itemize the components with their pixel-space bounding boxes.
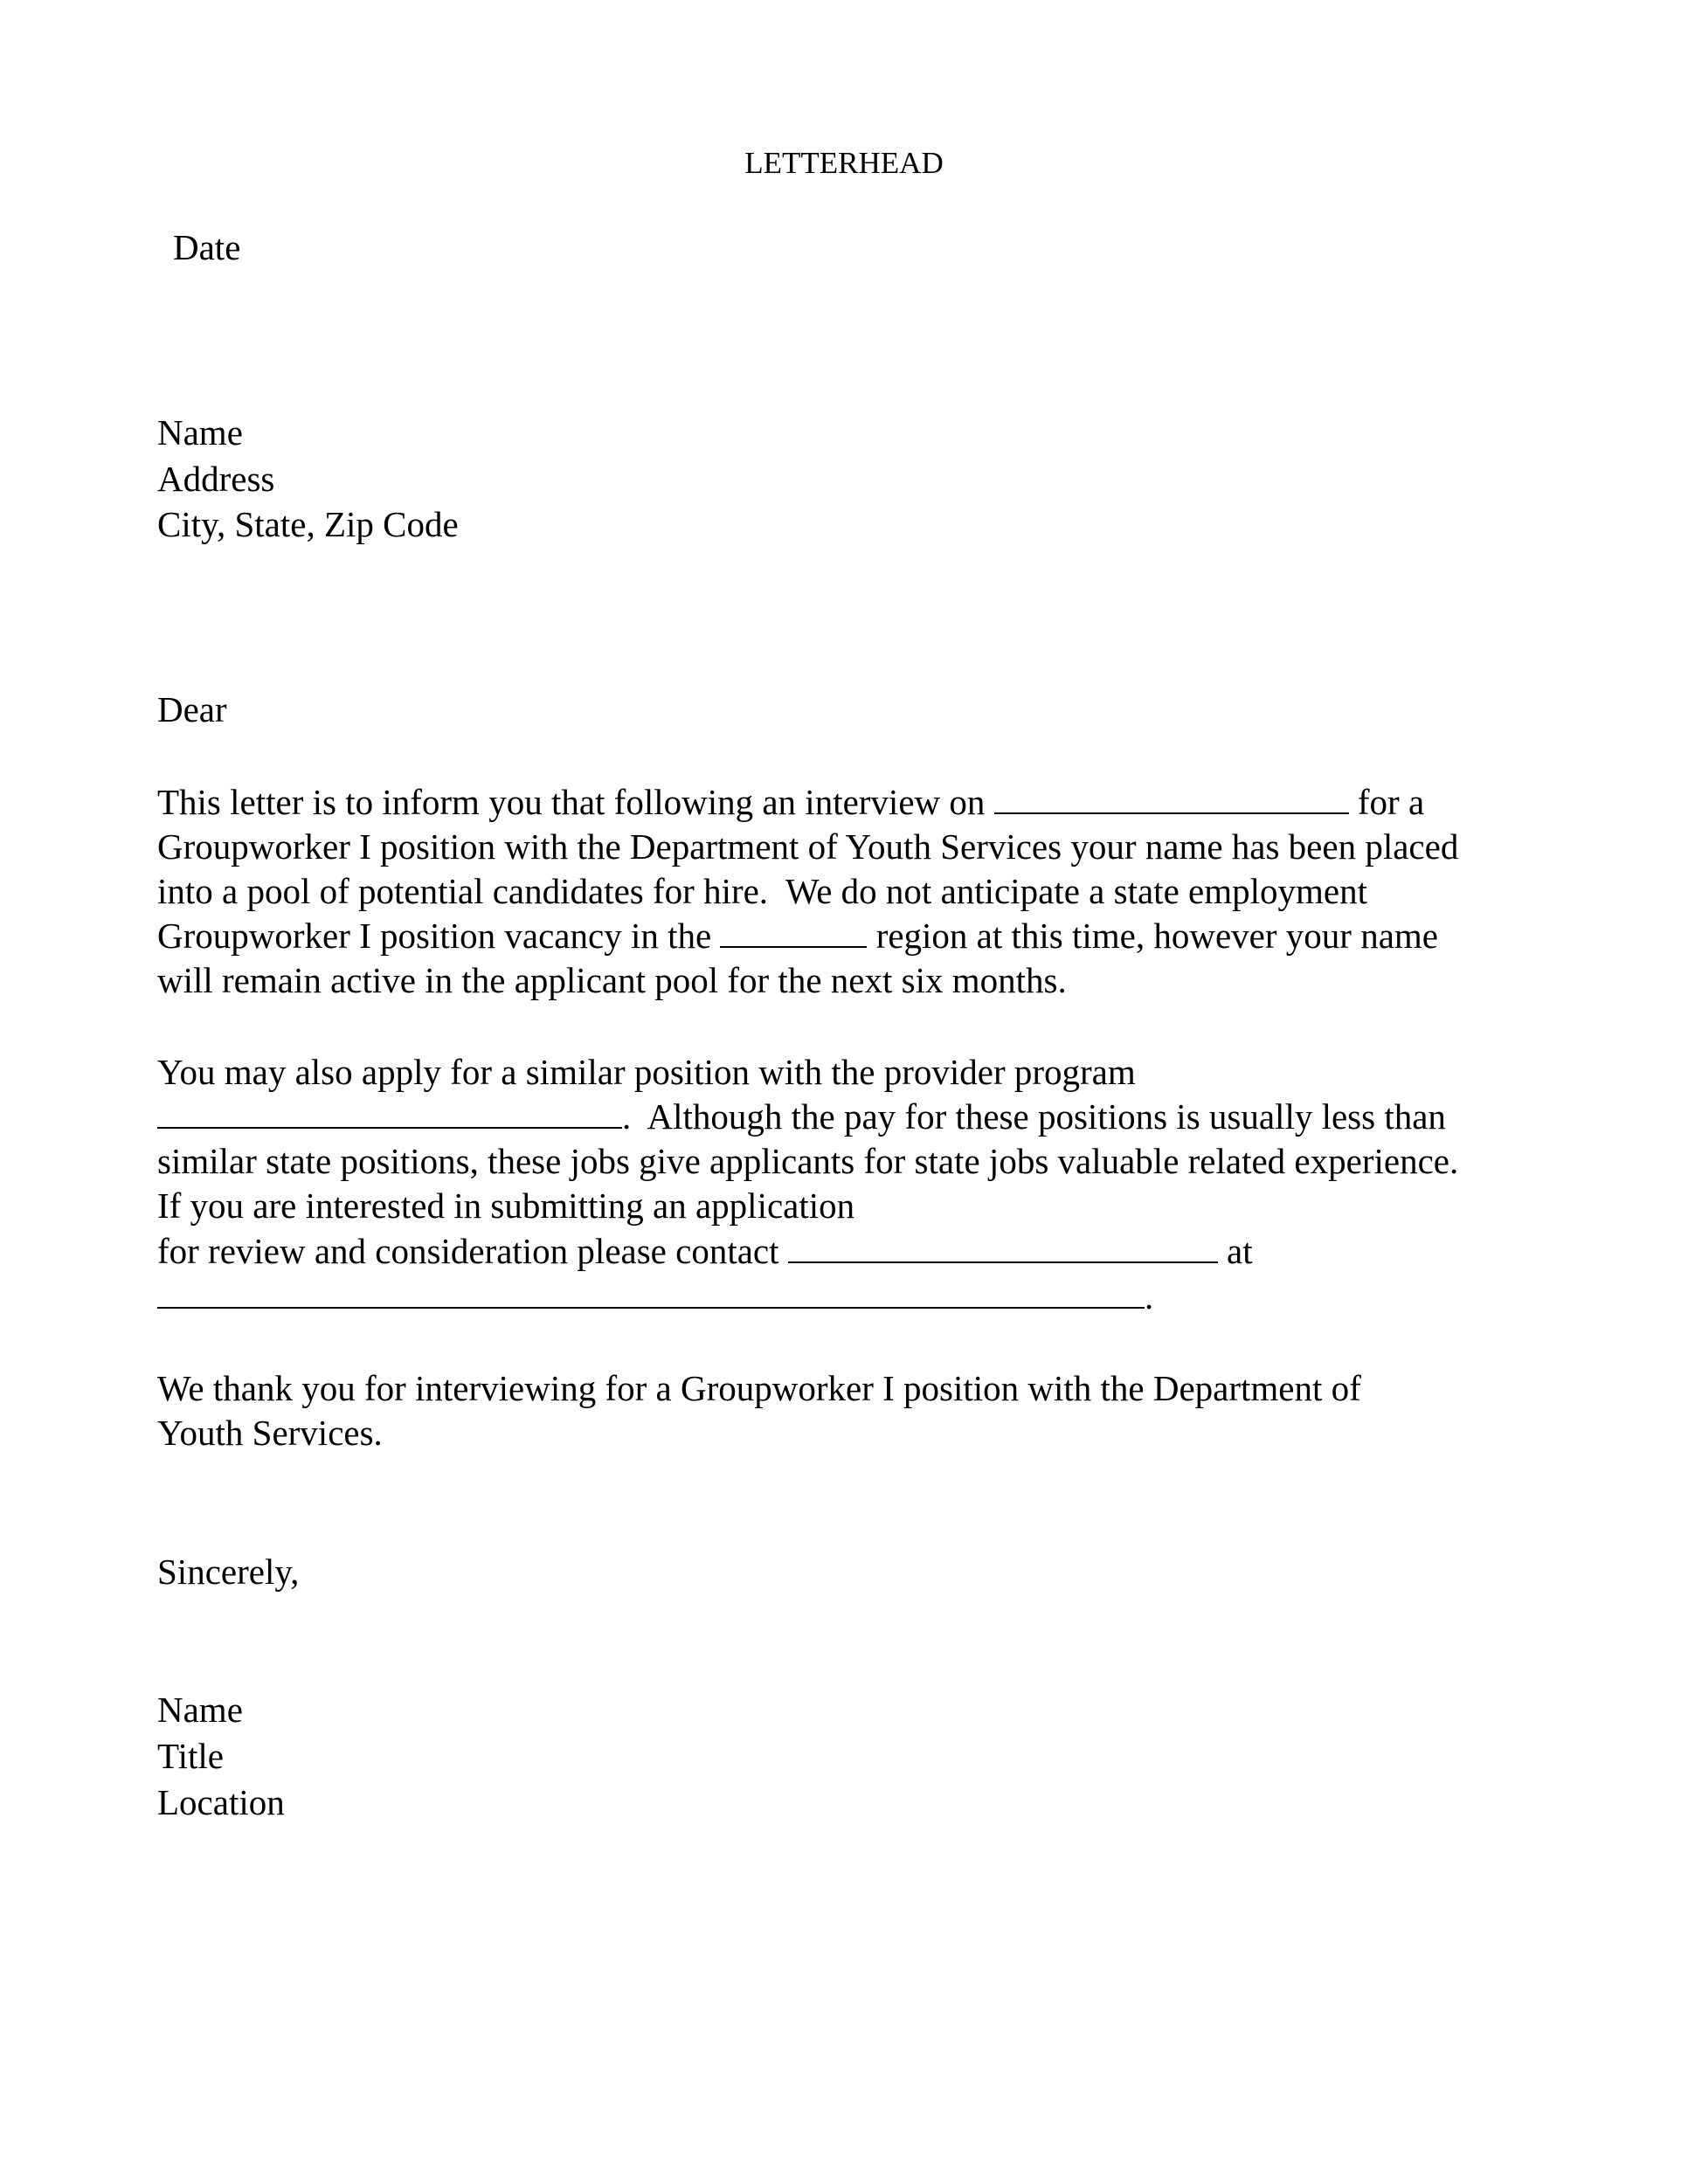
paragraph2-line1: You may also apply for a similar position with the provider program <box>157 1052 1136 1092</box>
paragraph3-line2: Youth Services. <box>157 1413 383 1453</box>
paragraph1-line3: into a pool of potential candidates for hire. We do not anticipate a state employment <box>157 871 1367 911</box>
paragraph2-line2 <box>157 1095 1446 1139</box>
closing: Sincerely, <box>157 1552 300 1592</box>
date-line: Date <box>173 227 241 267</box>
paragraph1-line1 <box>157 780 1424 825</box>
salutation: Dear <box>157 689 227 729</box>
recipient-city-state-zip: City, State, Zip Code <box>157 504 459 544</box>
paragraph2-line3: similar state positions, these jobs give applicants for state jobs valuable related experience. <box>157 1141 1459 1181</box>
paragraph2-line6-end: . <box>1145 1276 1154 1317</box>
paragraph2-line4: If you are interested in submitting an application <box>157 1185 855 1226</box>
recipient-address: Address <box>157 459 275 499</box>
paragraph1-line5: will remain active in the applicant pool for the next six months. <box>157 960 1067 1000</box>
paragraph1-line4-start: Groupworker I position vacancy in the <box>157 916 712 956</box>
provider-program-blank <box>157 1126 622 1129</box>
signature-title: Title <box>157 1736 224 1776</box>
paragraph2-line5-end: at <box>1227 1231 1253 1271</box>
contact-name-blank <box>788 1261 1218 1263</box>
paragraph3-line1: We thank you for interviewing for a Groupworker I position with the Department of <box>157 1368 1361 1408</box>
paragraph1-line2: Groupworker I position with the Department of Youth Services your name has been placed <box>157 826 1459 867</box>
letterhead: LETTERHEAD <box>744 146 944 180</box>
paragraph2-line2-text: . Although the pay for these positions is usually less than <box>622 1096 1446 1137</box>
paragraph2-line5-start: for review and consideration please contact <box>157 1231 779 1271</box>
contact-info-blank <box>157 1306 1145 1309</box>
signature-location: Location <box>157 1782 285 1822</box>
interview-date-blank <box>994 812 1349 814</box>
signature-name: Name <box>157 1690 243 1730</box>
paragraph2-line5 <box>157 1229 1253 1274</box>
paragraph1-line1-end: for a <box>1357 782 1425 822</box>
paragraph1-line1-start: This letter is to inform you that following an interview on <box>157 782 986 822</box>
region-blank <box>720 945 867 948</box>
paragraph1-line4 <box>157 914 1438 958</box>
paragraph1-line4-end: region at this time, however your name <box>875 916 1438 956</box>
paragraph2-line6 <box>157 1275 1153 1319</box>
recipient-name: Name <box>157 412 243 453</box>
